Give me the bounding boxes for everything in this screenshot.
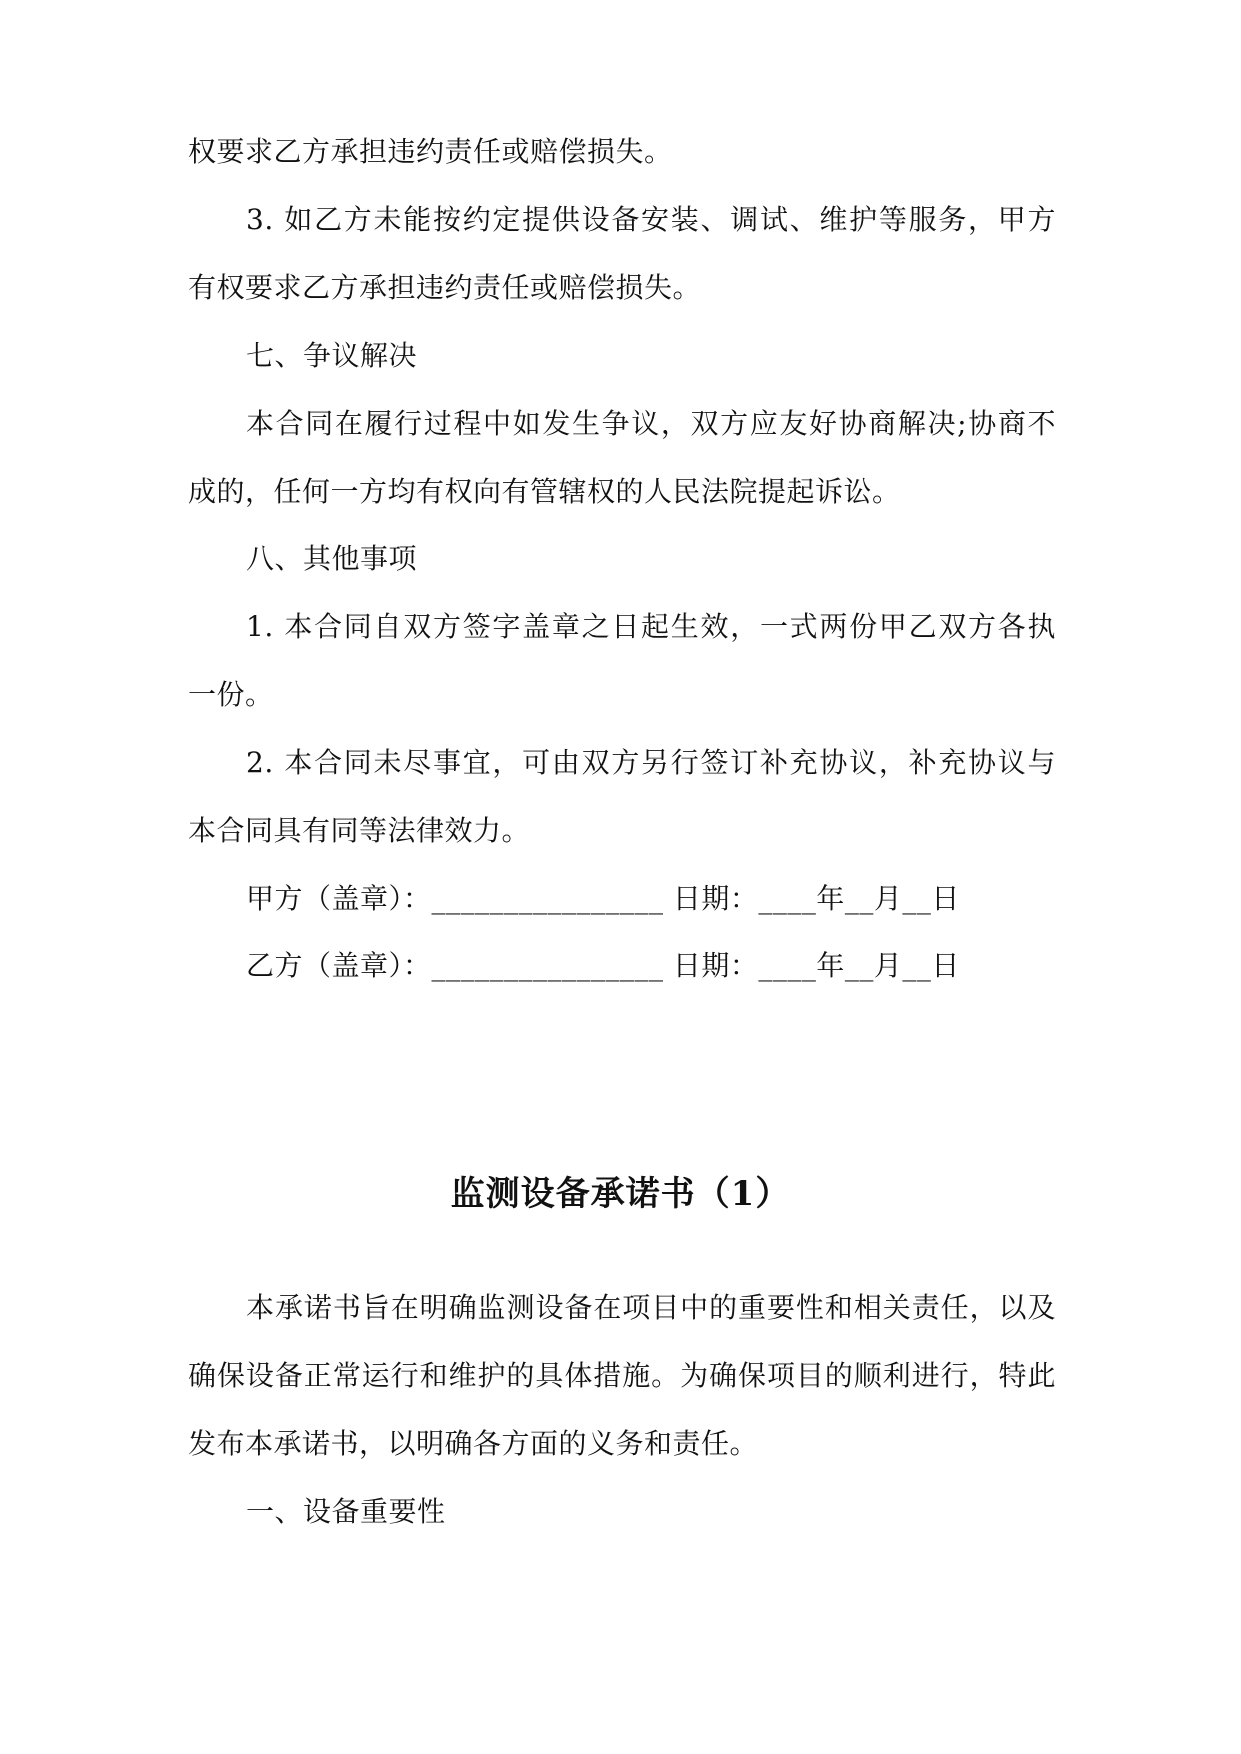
body-text: 确保设备正常运行和维护的具体措施。为确保项目的顺利进行，特此 — [188, 1359, 1056, 1392]
paragraph-line: 权要求乙方承担违约责任或赔偿损失。 — [188, 135, 673, 168]
paragraph-line: 成的，任何一方均有权向有管辖权的人民法院提起诉讼。 — [188, 475, 901, 508]
document-title: 监测设备承诺书（1） — [450, 1174, 791, 1214]
paragraph-line: 一份。 — [188, 678, 274, 711]
signature-line-party-a: 甲方（盖章）：________________ 日期：____年__月__日 — [246, 882, 960, 915]
section-heading: 八、其他事项 — [246, 542, 418, 575]
paragraph-line — [246, 406, 1056, 442]
clause-text: 2. 本合同未尽事宜，可由双方另行签订补充协议，补充协议与 — [246, 746, 1056, 779]
paragraph-line — [246, 609, 1056, 645]
section-heading: 一、设备重要性 — [246, 1495, 446, 1528]
clause-text: 3. 如乙方未能按约定提供设备安装、调试、维护等服务，甲方 — [246, 203, 1056, 236]
signature-line-party-b: 乙方（盖章）：________________ 日期：____年__月__日 — [246, 949, 960, 982]
paragraph-line — [246, 202, 1056, 238]
paragraph-line: 发布本承诺书，以明确各方面的义务和责任。 — [188, 1427, 759, 1460]
clause-text: 1. 本合同自双方签字盖章之日起生效，一式两份甲乙双方各执 — [246, 610, 1056, 643]
paragraph-line — [246, 1290, 1056, 1326]
section-heading: 七、争议解决 — [246, 339, 418, 372]
clause-text: 本合同在履行过程中如发生争议，双方应友好协商解决;协商不 — [246, 407, 1056, 440]
body-text: 本承诺书旨在明确监测设备在项目中的重要性和相关责任，以及 — [246, 1291, 1056, 1324]
paragraph-line: 有权要求乙方承担违约责任或赔偿损失。 — [188, 271, 702, 304]
paragraph-line — [188, 1358, 1056, 1394]
paragraph-line: 本合同具有同等法律效力。 — [188, 814, 531, 847]
paragraph-line — [246, 745, 1056, 781]
